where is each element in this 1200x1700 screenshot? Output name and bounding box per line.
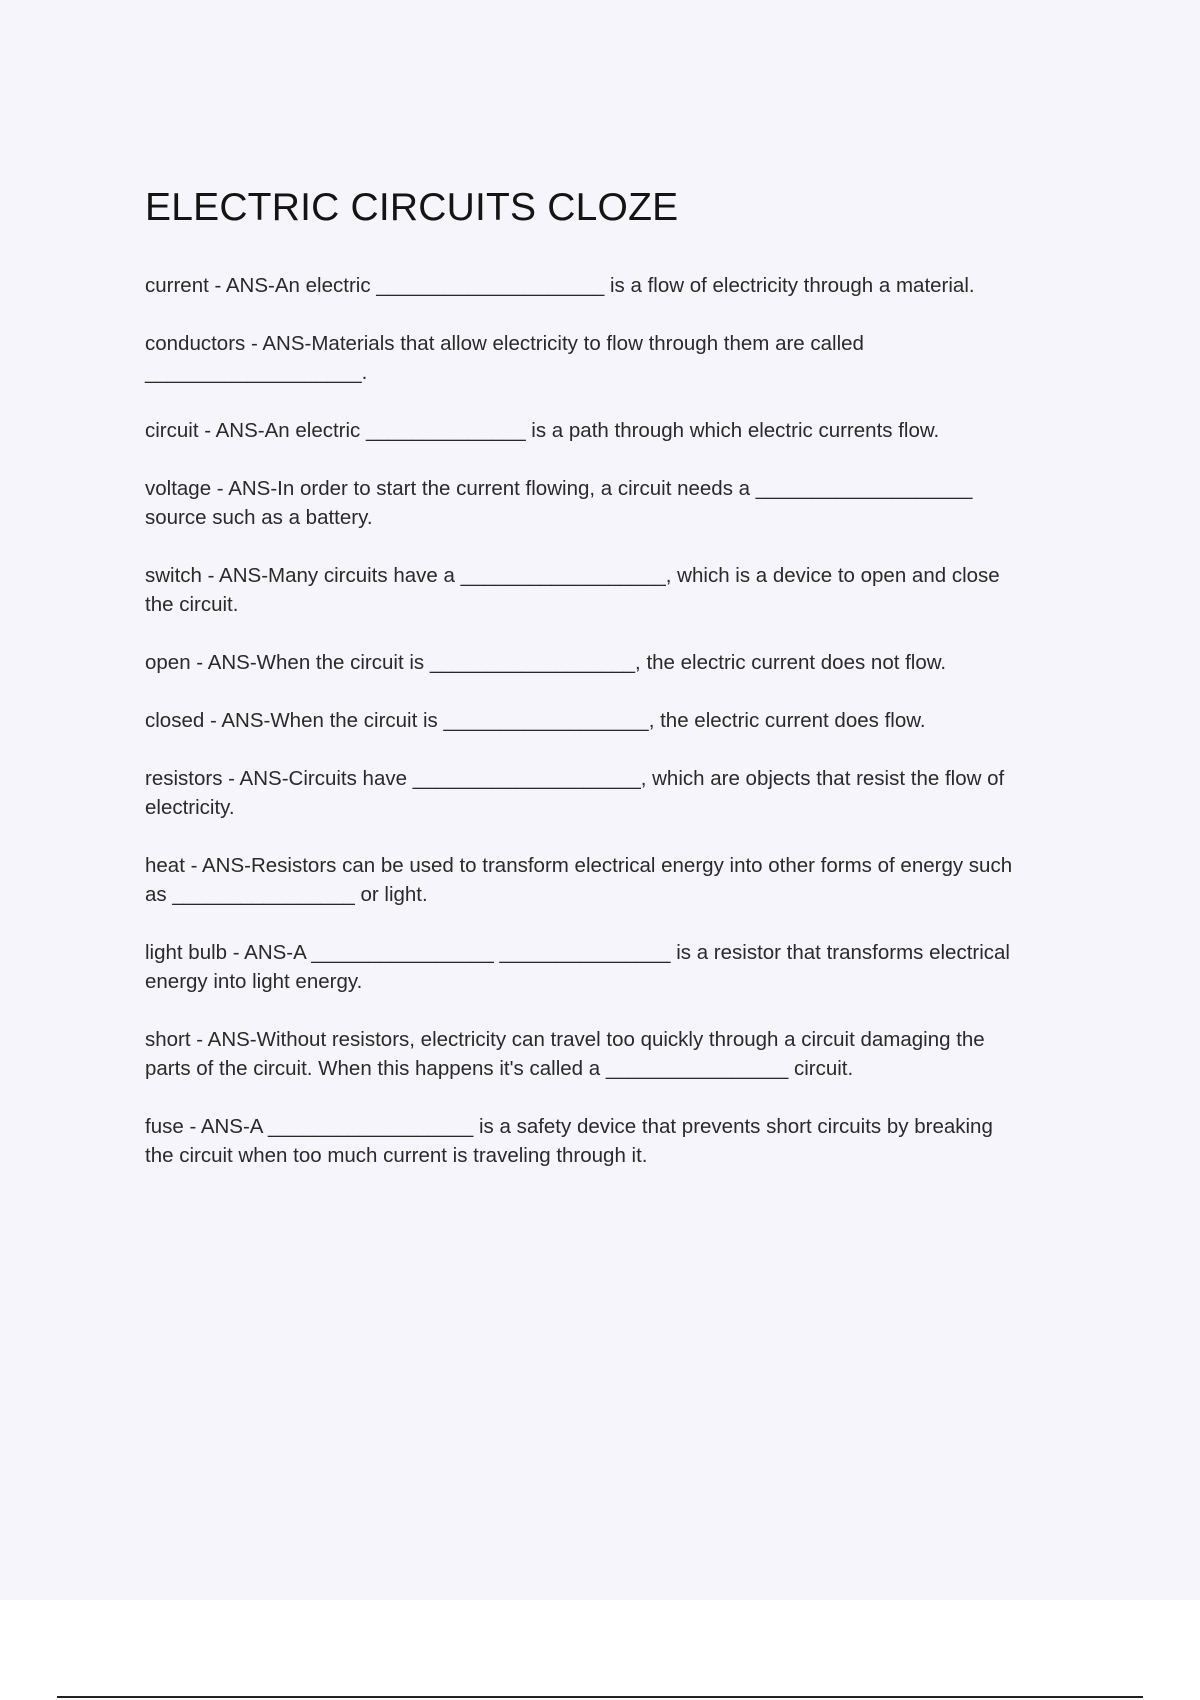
document-title: ELECTRIC CIRCUITS CLOZE bbox=[145, 186, 679, 229]
cloze-item-conductors: conductors - ANS-Materials that allow electricity to flow through them are called ___________________. bbox=[145, 332, 864, 384]
cloze-item-closed: closed - ANS-When the circuit is __________________, the electric current does flow. bbox=[145, 709, 926, 732]
cloze-item-voltage: voltage - ANS-In order to start the current flowing, a circuit needs a ___________________ source such as a battery. bbox=[145, 477, 973, 529]
footer-divider bbox=[57, 1696, 1143, 1698]
cloze-item-heat: heat - ANS-Resistors can be used to transform electrical energy into other forms of energy such as ________________ or light. bbox=[145, 854, 1013, 906]
cloze-item-fuse: fuse - ANS-A __________________ is a safety device that prevents short circuits by breaking the circuit when too much current is traveling through it. bbox=[145, 1115, 993, 1167]
cloze-item-current: current - ANS-An electric ____________________ is a flow of electricity through a material. bbox=[145, 274, 975, 297]
cloze-item-circuit: circuit - ANS-An electric ______________ is a path through which electric currents flow. bbox=[145, 419, 940, 442]
cloze-item-switch: switch - ANS-Many circuits have a __________________, which is a device to open and close the circuit. bbox=[145, 564, 1000, 616]
cloze-item-light-bulb: light bulb - ANS-A ________________ _______________ is a resistor that transforms electrical energy into light energy. bbox=[145, 941, 1010, 993]
cloze-item-open: open - ANS-When the circuit is __________________, the electric current does not flow. bbox=[145, 651, 947, 674]
cloze-item-resistors: resistors - ANS-Circuits have ____________________, which are objects that resist the flow of electricity. bbox=[145, 767, 1005, 819]
cloze-item-short: short - ANS-Without resistors, electricity can travel too quickly through a circuit damaging the parts of the circuit. When this happens it's called a ________________ circuit. bbox=[145, 1028, 985, 1080]
document-content bbox=[145, 183, 1090, 1199]
